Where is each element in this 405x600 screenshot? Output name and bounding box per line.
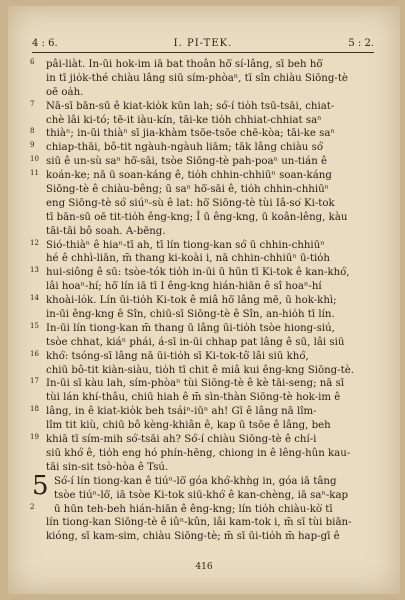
- text-line: [32, 183, 374, 197]
- header-right-reference: 5 : 2.: [348, 38, 374, 49]
- text-line: [32, 211, 374, 225]
- text-line: [32, 72, 374, 86]
- line-text: thiàⁿ; in-ūi thiàⁿ sī jia-khàm tsōe-tsōe chē-kòa; tāi-ke saⁿ: [46, 128, 335, 140]
- line-text: in tī jio̍k-thé chiàu lâng siū sím-phòaⁿ, tī sîn chiàu Siōng-tè: [46, 72, 348, 84]
- verse-number: 10: [30, 155, 39, 164]
- text-line: [32, 266, 374, 280]
- verse-number: 16: [30, 349, 39, 358]
- verse-number: 6: [30, 58, 35, 66]
- line-text: pâi-liàt. In-ūi hok-im iā bat thoân hō͘ sí-lâng, sī beh hō͘: [46, 59, 323, 70]
- verse-number: 18: [30, 405, 39, 414]
- text-line: [32, 475, 374, 489]
- text-line: [32, 86, 374, 100]
- line-text: oē oa̍h.: [46, 86, 84, 98]
- text-line: [32, 364, 374, 378]
- text-line: [32, 100, 374, 114]
- line-text: khoài-lo̍k. Lín ūi-tio̍h Ki-tok ê miâ hō͘ lâng mē, ū hok-khì;: [46, 295, 337, 307]
- line-text: In-ūi lín tiong-kan m̄ thang ū lâng ūi-tio̍h tsòe hiong-siú,: [46, 322, 335, 334]
- line-text: koán-ke; nā ū soan-káng ê, tio̍h chhin-chhiūⁿ soan-káng: [46, 170, 332, 182]
- line-text: tāi sin-sit tsò-hòa ê Tsú.: [46, 461, 169, 473]
- verse-number: 7: [30, 99, 35, 108]
- verse-number: 2: [30, 502, 35, 511]
- text-line: [32, 197, 374, 211]
- line-text: tsòe tiúⁿ-lō͘, iā tsòe Ki-tok siū-khó͘ ê kan-chèng, iā saⁿ-kap: [54, 489, 349, 501]
- line-text: tī bān-sū oē tit-tio̍h êng-kng; Î ū êng-kng, ū koân-lêng, kàu: [46, 211, 348, 223]
- text-line: [32, 350, 374, 364]
- line-text: in-ūi êng-kng ê Sîn, chiū-sī Siōng-tè ê Sîn, an-hio̍h tī lín.: [46, 309, 335, 321]
- text-line: [32, 391, 374, 405]
- text-line: [32, 322, 374, 336]
- chapter-number: 5: [32, 471, 49, 501]
- line-text: lín tiong-kan Siōng-tè ê iûⁿ-kûn, lâi kam-tok i, m̄ sī tùi biān-: [46, 517, 352, 529]
- header-book-title: I. PI-TEK.: [173, 38, 233, 49]
- header-rule: [32, 52, 374, 53]
- line-text: Siōng-tè ê chiàu-bêng; ū saⁿ hō͘-sāi ê, tio̍h chhin-chhiūⁿ: [46, 184, 330, 196]
- text-line: [32, 336, 374, 350]
- line-text: lâi hoaⁿ-hí; hō͘ lín iā tī I êng-kng hián-hiān ê sî hoaⁿ-hí: [46, 281, 322, 293]
- line-text: khiā tī sím-mih só͘-tsāi ah? Só͘-í chiàu Siōng-tè ê chí-i: [46, 434, 317, 446]
- line-text: hé ê chhì-liān, m̄ thang ki-koài i, nā chhin-chhiūⁿ ū-tio̍h: [46, 253, 330, 265]
- verse-number: 8: [30, 127, 35, 136]
- line-text: Só͘-í lín tiong-kan ê tiúⁿ-lō͘ góa khó͘-khǹg in, góa iā tâng: [54, 475, 337, 487]
- line-text: chiū bô-tit kiàn-siàu, tio̍h tī chit ê miâ kui êng-kng Siōng-tè.: [46, 364, 354, 376]
- text-line: [32, 114, 374, 128]
- line-text: siū ê un-sù saⁿ hō͘-sāi, tsòe Siōng-tè pah-poaⁿ un-tián ê: [46, 156, 328, 168]
- line-text: lâng, in ê kiat-kio̍k beh tsáiⁿ-iūⁿ ah! Gī ê lâng nā lîm-: [46, 406, 317, 418]
- verse-number: 13: [30, 266, 39, 275]
- line-text: ū hūn teh-beh hián-hiān ê êng-kng; lín tio̍h chiàu-kò͘ tī: [54, 503, 333, 515]
- text-line: [32, 58, 374, 72]
- text-line: [32, 405, 374, 419]
- text-line: [32, 433, 374, 447]
- line-text: tùi lán khí-thâu, chiū hiah ê m̄ sìn-thàn Siōng-tè hok-im ê: [46, 392, 341, 404]
- text-line: [32, 461, 374, 475]
- verse-number: 17: [30, 377, 39, 386]
- line-text: In-ūi sī kàu lah, sím-phòaⁿ tùi Siōng-tè ê kè tāi-seng; nā sī: [46, 378, 345, 390]
- book-page: [8, 6, 400, 594]
- line-text: kióng, sī kam-sim, chiàu Siōng-tè; m̄ sī ūi-tio̍h m̄ hap-gī ê: [46, 531, 340, 543]
- text-line: [32, 239, 374, 253]
- line-text: khó͘: tsóng-sī lâng nā ūi-tio̍h sī Ki-tok-tô͘ lâi siū khó͘,: [46, 350, 309, 362]
- text-line: [32, 503, 374, 517]
- text-line: [32, 419, 374, 433]
- page-number: 416: [195, 562, 213, 572]
- line-text: chè lâi ki-tó; tē-it iàu-kín, tāi-ke tio̍h chhiat-chhiat saⁿ: [46, 114, 322, 126]
- text-line: [32, 516, 374, 530]
- verse-number: 15: [30, 321, 39, 330]
- text-line: [32, 377, 374, 391]
- line-text: siū khó͘ ê, tio̍h eng hó phín-hēng, chiong in ê lêng-hûn kau-: [46, 447, 351, 459]
- line-text: Nā-sī bān-sū ê kiat-kio̍k kūn lah; só͘-í tio̍h tsū-tsāi, chiat-: [46, 100, 335, 112]
- verse-number: 9: [30, 141, 35, 150]
- text-line: [32, 294, 374, 308]
- line-text: Sió-thiàⁿ ê hiaⁿ-tī ah, tī lín tiong-kan só͘ ū chhin-chhiūⁿ: [46, 239, 325, 251]
- text-line: [32, 127, 374, 141]
- line-text: hui-siông ê sū: tsòe-tók tio̍h in-ūi ū hūn tī Ki-tok ê kan-khó͘,: [46, 267, 350, 279]
- text-line: [32, 141, 374, 155]
- text-line: [32, 155, 374, 169]
- text-line: [32, 252, 374, 266]
- text-line: [32, 225, 374, 239]
- line-text: tsòe chhat, kiáⁿ phái, á-sī in-ūi chhap pat lâng ê sū, lâi siū: [46, 336, 345, 348]
- text-line: [32, 280, 374, 294]
- verse-number: 19: [30, 433, 39, 442]
- text-line: [32, 530, 374, 544]
- verse-number: 11: [30, 169, 39, 178]
- running-header: [32, 38, 374, 52]
- text-line: [32, 489, 374, 503]
- line-text: chiap-thāi, bô-tit ngàuh-ngàuh liām; tāk lâng chiàu só͘: [46, 142, 323, 154]
- page-body-text: [32, 58, 374, 544]
- line-text: tāi-tāi bô soah. A-bēng.: [46, 225, 166, 237]
- line-text: lîm tit kiù, chiū bô kèng-khiân ê, kap ū tsōe ê lâng, beh: [46, 420, 331, 432]
- verse-number: 14: [30, 294, 39, 303]
- text-line: [32, 447, 374, 461]
- text-line: [32, 169, 374, 183]
- header-left-reference: 4 : 6.: [32, 38, 58, 49]
- verse-number: 12: [30, 238, 39, 247]
- line-text: eng Siōng-tè só͘ siúⁿ-sù ê lat: hō͘ Siōng-tè tùi Iâ-so͘ Ki-tok: [46, 197, 335, 209]
- text-line: [32, 308, 374, 322]
